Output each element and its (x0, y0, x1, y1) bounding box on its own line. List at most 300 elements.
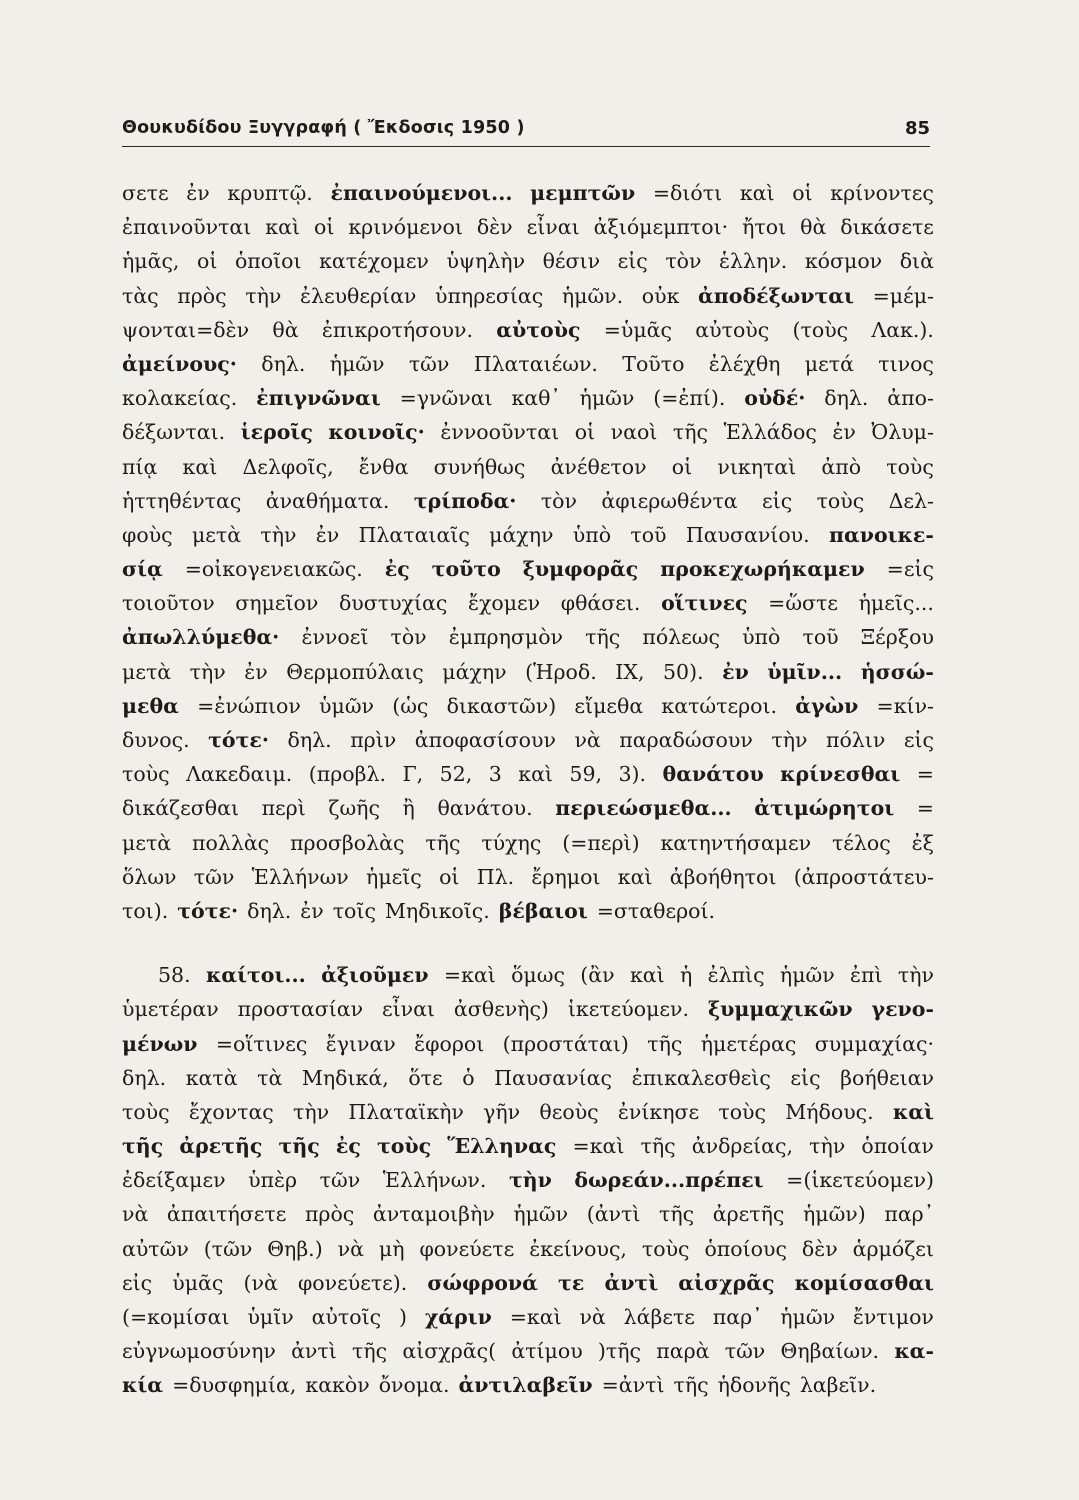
gloss-word: θὰ (272, 317, 299, 342)
gloss-word: ἀρετῆς (712, 1202, 785, 1227)
gloss-word: ἀποφασίσουν (414, 728, 556, 752)
gloss-word: ἡδονῆς (717, 1373, 791, 1398)
gloss-word: εἰς (903, 728, 934, 752)
gloss-word: ἀντὶ (291, 1339, 337, 1364)
gloss-word: προστασίαν (237, 997, 364, 1022)
gloss-word: δικαστῶν) (446, 693, 557, 718)
gloss-word: μετὰ (122, 830, 172, 855)
gloss-word: τῆς (425, 830, 461, 855)
gloss-word: ΙΧ, (615, 659, 645, 684)
lemma-word: οὐδέ· (744, 386, 806, 411)
gloss-word: καὶ (629, 963, 665, 988)
text-line (122, 1368, 934, 1402)
gloss-word: Θερμοπύλαις (286, 659, 424, 684)
gloss-word: ὑπὸ (572, 522, 612, 547)
gloss-word: τὰς (122, 283, 159, 308)
gloss-word: Ἑλλάδος (723, 420, 817, 445)
gloss-word: (ὡς (392, 693, 429, 718)
gloss-word: τὴν (897, 963, 934, 988)
gloss-word: τοῦ (802, 625, 839, 650)
running-title: Θουκυδίδου Ξυγγραφή ( Ἔκδοσις 1950 ) (122, 118, 525, 138)
lemma-word: μεμπτῶν (530, 181, 636, 205)
text-line (122, 757, 934, 791)
text-line (122, 552, 934, 586)
gloss-word: παρὰ (656, 1339, 710, 1364)
text-line (122, 381, 934, 415)
lemma-word: καίτοι... (205, 963, 306, 988)
gloss-word: θὰ (800, 215, 827, 240)
lemma-word: ἀντὶ (604, 1270, 659, 1295)
gloss-word: κρυπτῷ. (227, 181, 313, 205)
lemma-word: ἀρετῆς (179, 1134, 263, 1159)
lemma-word: κοινοῖς· (328, 420, 425, 445)
gloss-word: καὶ (182, 454, 218, 479)
text-line (122, 484, 934, 518)
gloss-word: φονεύετε). (297, 1270, 408, 1295)
gloss-word: Ἑλλήνων. (382, 1168, 487, 1193)
gloss-word: αὐτῶν (122, 1236, 189, 1261)
gloss-word: εἰς (617, 249, 648, 274)
gloss-word: ἡμᾶς, (122, 249, 180, 274)
gloss-word: φονεύετε (419, 1236, 515, 1261)
gloss-word: (τῶν (203, 1236, 253, 1261)
gloss-word: φοὺς (122, 522, 173, 547)
gloss-word: Πλ. (476, 864, 515, 889)
lemma-word: ἐν (722, 659, 749, 684)
gloss-word: δυστυχίας (338, 591, 448, 616)
gloss-word: κρινόμενοι (348, 215, 463, 240)
gloss-word: πίᾳ (122, 454, 158, 479)
gloss-word: (τοὺς (792, 317, 849, 342)
gloss-word: δέξωνται. (122, 420, 226, 445)
gloss-word: ἔχοντας (188, 1099, 274, 1124)
gloss-word: ἡμεῖς (366, 864, 422, 889)
gloss-word: Παυσανίας (494, 1065, 612, 1090)
gloss-word: ἔρημοι (531, 864, 601, 889)
gloss-word: πόλεως (642, 625, 720, 650)
gloss-word: τὸν (390, 625, 427, 650)
gloss-word: 59, (569, 762, 603, 787)
gloss-word: κακὸν (305, 1373, 370, 1398)
lemma-word: προκεχωρήκαμεν (660, 557, 865, 582)
gloss-word: οἱ (313, 215, 335, 240)
gloss-word: ἡμῶν. (561, 283, 624, 308)
lemma-word: ἀτιμώρητοι (754, 796, 895, 821)
gloss-word: τῆς (659, 1202, 695, 1227)
gloss-word: δηλ. (261, 351, 306, 376)
gloss-word: εἴμεθα (574, 693, 644, 718)
lemma-word: ἐπαινούμενοι... (330, 181, 513, 205)
gloss-word: τύχης (481, 830, 542, 855)
gloss-word: Θηβαίων. (780, 1339, 880, 1364)
text-line (122, 894, 934, 928)
gloss-word: νὰ (574, 728, 601, 752)
gloss-word: ἀνδρείας, (691, 1134, 793, 1159)
text-line (122, 1027, 934, 1061)
gloss-word: (νὰ (243, 1270, 278, 1295)
lemma-word: τῆς (278, 1134, 320, 1159)
gloss-word: ὁποῖοι (234, 249, 302, 274)
gloss-word: λαβεῖν. (799, 1373, 877, 1398)
text-line (122, 1232, 934, 1266)
gloss-word: τῆς (673, 1373, 709, 1398)
gloss-word: τινος (878, 351, 934, 376)
lemma-word: περιεώσμεθα... (555, 796, 732, 821)
gloss-word: πρὸς (177, 283, 227, 308)
gloss-word: συμμαχίας· (814, 1031, 934, 1056)
gloss-word: μετά (804, 351, 854, 376)
gloss-word: ἀπὸ (821, 454, 862, 479)
gloss-word: ἐλευθερίαν (299, 283, 417, 308)
lemma-word: αὐτοὺς (496, 317, 581, 342)
text-line (122, 586, 934, 620)
gloss-word: ἐννοοῦνται (440, 420, 560, 445)
gloss-word: αὐτοῖς (311, 1305, 382, 1329)
gloss-word: εἶναι (381, 997, 435, 1022)
gloss-word: ἡ (679, 963, 693, 988)
gloss-word: =εἰς (886, 557, 934, 582)
gloss-word: παρ᾽ (884, 1202, 934, 1227)
gloss-word: ἔγιναν (325, 1031, 396, 1056)
gloss-word: (ἀπροστάτευ- (793, 864, 934, 889)
gloss-word: πρὸς (304, 1202, 355, 1227)
gloss-word: ἐν (186, 181, 210, 205)
gloss-word: ἐν (244, 659, 268, 684)
page-header (122, 116, 930, 147)
lemma-word: βέβαιοι (498, 898, 588, 923)
gloss-word: ἔνθα (358, 454, 409, 479)
text-line (122, 1163, 934, 1197)
lemma-word: τότε· (177, 898, 239, 923)
gloss-word: ἐν (315, 522, 340, 547)
gloss-word: τῆς (352, 1339, 388, 1364)
gloss-word: ἁρμόζει (852, 1236, 934, 1261)
lemma-word: τοῦτο (431, 557, 501, 582)
gloss-word: ὁποίαν (861, 1134, 934, 1159)
gloss-word: τοῦ (630, 522, 667, 547)
lemma-word: πανοικε- (828, 522, 934, 547)
gloss-word: =οἰκογενειακῶς. (184, 557, 363, 582)
gloss-word: συνήθως (433, 454, 526, 479)
gloss-word: μετὰ (122, 659, 172, 684)
gloss-word: ὑμῶν (319, 693, 374, 718)
gloss-word: Πλαταιέων. (473, 351, 598, 376)
text-line (122, 655, 934, 689)
gloss-word: Ξέρξου (860, 625, 934, 650)
lemma-word: ἀντιλαβεῖν (458, 1373, 593, 1398)
text-line (122, 723, 934, 757)
gloss-word: Πλαταιαῖς (358, 522, 470, 547)
lemma-word: τοὺς (376, 1134, 432, 1159)
gloss-word: =ἐνώπιον (197, 693, 301, 718)
gloss-word: ὁ (462, 1065, 475, 1090)
gloss-word: ὄνομα. (378, 1373, 450, 1398)
lemma-word: ἀμείνους· (122, 351, 237, 376)
gloss-word: ὑμῖν (247, 1305, 294, 1329)
text-line (122, 347, 934, 381)
gloss-word: μετὰ (191, 522, 242, 547)
gloss-word: = (916, 796, 934, 821)
gloss-word: μὴ (378, 1236, 405, 1261)
lemma-word: τε (558, 1270, 585, 1295)
gloss-word: )τῆς (597, 1339, 642, 1364)
gloss-word: =κίν- (876, 693, 934, 718)
gloss-word: καὶ (265, 215, 300, 240)
gloss-word: =ὥστε (768, 591, 839, 616)
gloss-word: δηλ. (287, 728, 332, 752)
gloss-word: δικάσετε (840, 215, 934, 240)
gloss-word: =οἵτινες (215, 1031, 308, 1056)
gloss-word: =σταθεροί. (596, 898, 716, 923)
gloss-word: 3). (618, 762, 647, 787)
gloss-word: ἐπικροτήσουν. (321, 317, 473, 342)
gloss-word: ἀβοήθητοι (669, 864, 777, 889)
lemma-word: θανάτου (662, 762, 764, 787)
gloss-word: (=περὶ) (562, 830, 640, 855)
gloss-word: τῶν (408, 351, 450, 376)
lemma-word: μεθα (122, 693, 179, 718)
lemma-word: σώφρονά (427, 1270, 538, 1295)
lemma-word: μένων (122, 1031, 198, 1056)
gloss-word: ψονται=δὲν (122, 317, 250, 342)
gloss-word: ἐμπρησμὸν (448, 625, 564, 650)
lemma-word: κία (122, 1373, 164, 1398)
gloss-word: ἐλπὶς (707, 963, 765, 988)
lemma-word: κρίνεσθαι (780, 762, 901, 787)
gloss-word: ἡμῶν (780, 1305, 836, 1329)
gloss-word: ὑπηρεσίας (435, 283, 544, 308)
gloss-word: 52, (439, 762, 473, 787)
gloss-word: (=ἐπί). (653, 386, 726, 411)
gloss-word: τῶν (724, 1339, 766, 1364)
gloss-word: κατέχομεν (319, 249, 429, 274)
gloss-word: σετε (122, 181, 169, 205)
gloss-word: τὰ (257, 1065, 283, 1090)
gloss-word: κολακείας. (122, 386, 238, 411)
lemma-word: χάριν (424, 1305, 492, 1329)
gloss-word: Λακ.). (871, 317, 934, 342)
gloss-word: (ἂν (580, 963, 615, 988)
lemma-word: τρίποδα· (413, 488, 517, 513)
gloss-word: τοὺς (816, 488, 865, 513)
gloss-word: αὐτοὺς (695, 317, 770, 342)
lemma-word: οἵτινες (661, 591, 748, 616)
gloss-word: περὶ (261, 796, 306, 821)
gloss-word: ἐλέχθη (708, 351, 781, 376)
gloss-word: νὰ (579, 1305, 606, 1329)
gloss-word: Πλαταϊκὴν (348, 1099, 464, 1124)
gloss-word: τοὺς (122, 1099, 170, 1124)
gloss-word: ἱκετεύομεν. (567, 997, 690, 1022)
gloss-word: Λακεδαιμ. (186, 762, 293, 787)
lemma-word: αἰσχρᾶς (678, 1270, 775, 1295)
page-number: 85 (904, 118, 930, 139)
gloss-word: δικάζεσθαι (122, 796, 239, 821)
gloss-word: τὴν (771, 728, 808, 752)
gloss-word: (Ἡροδ. (525, 659, 597, 684)
gloss-word: ναοὶ (610, 420, 658, 445)
text-line (122, 313, 934, 347)
gloss-word: ἡμῶν (513, 1202, 569, 1227)
gloss-word: εἰς (762, 488, 793, 513)
gloss-word: ἀναθήματα. (265, 488, 390, 513)
gloss-word: τὸν (540, 488, 577, 513)
gloss-word: δυνος. (122, 728, 190, 752)
gloss-word: τῆς (672, 420, 708, 445)
gloss-word: καθ᾽ (511, 386, 561, 411)
lemma-word: ἐς (335, 1134, 361, 1159)
gloss-word: γῆν (483, 1099, 521, 1124)
gloss-word: καὶ (739, 181, 775, 205)
gloss-word: ὑπὸ (742, 625, 781, 650)
gloss-word: ὁποίους (704, 1236, 787, 1261)
lemma-word: ἐς (384, 557, 410, 582)
gloss-word: ἀτίμου (511, 1339, 583, 1364)
gloss-word: ἀφιερωθέντα (601, 488, 738, 513)
paragraph-gap (122, 928, 934, 958)
gloss-word: βοήθειαν (840, 1065, 934, 1090)
gloss-word: ἡμῶν (579, 386, 635, 411)
gloss-word: Μηδικά, (301, 1065, 389, 1090)
gloss-word: ) (398, 1305, 407, 1329)
gloss-word: =διότι (652, 181, 723, 205)
gloss-word: ἐν (832, 420, 856, 445)
gloss-word: ἀπαιτήσετε (166, 1202, 287, 1227)
gloss-word: ἤτοι (742, 215, 787, 240)
gloss-word: τὴν (245, 283, 282, 308)
gloss-word: πόλιν (825, 728, 886, 752)
gloss-word: τοὺς (718, 1099, 766, 1124)
gloss-word: τὴν (809, 1134, 846, 1159)
gloss-word: ζωῆς (328, 796, 380, 821)
gloss-word: ἀσθενὴς) (453, 997, 549, 1022)
gloss-word: κατὰ (185, 1065, 238, 1090)
lemma-word: ἐπιγνῶναι (256, 386, 381, 411)
gloss-word: τοὺς (641, 1236, 690, 1261)
lemma-word: ἀγὼν (795, 693, 859, 718)
gloss-word: ἐπὶ (850, 963, 883, 988)
gloss-word: ἐπικαλεσθεὶς (631, 1065, 771, 1090)
lemma-word: δωρεάν...πρέπει (574, 1168, 764, 1193)
gloss-word: τοι). (122, 898, 169, 923)
gloss-word: 58. (158, 963, 191, 988)
gloss-word: κόσμον (804, 249, 883, 274)
gloss-word: Ἑλλήνων (251, 864, 349, 889)
text-line (122, 1095, 934, 1129)
text-line (122, 1061, 934, 1095)
lemma-word: σίᾳ (122, 557, 163, 582)
gloss-word: Δελφοῖς, (242, 454, 334, 479)
gloss-word: κατώτεροι. (661, 693, 778, 718)
text-line (122, 450, 934, 484)
gloss-word: Θηβ.) (267, 1236, 323, 1261)
gloss-word: οἱ (439, 864, 460, 889)
gloss-word: καὶ (617, 864, 653, 889)
gloss-word: Δελ- (888, 488, 934, 513)
gloss-word: πρὶν (350, 728, 397, 752)
gloss-word: δὲν (801, 1236, 838, 1261)
gloss-word: εἰς (122, 1270, 153, 1295)
gloss-word: θέσιν (542, 249, 601, 274)
lemma-word: ἱεροῖς (240, 420, 313, 445)
gloss-word: =γνῶναι (399, 386, 493, 411)
lemma-word: ξυμμαχικῶν (707, 997, 853, 1022)
gloss-word: ἀνταμοιβὴν (372, 1202, 495, 1227)
gloss-word: ἐνίκησε (617, 1099, 700, 1124)
gloss-word: ἡμῶν (329, 351, 385, 376)
gloss-word: κατηντήσαμεν (660, 830, 812, 855)
gloss-word: ἡμετέρας (700, 1031, 797, 1056)
gloss-word: εἶναι (526, 215, 580, 240)
lemma-word: τῆς (122, 1134, 164, 1159)
gloss-word: δηλ. (247, 898, 292, 923)
gloss-word: τὴν (189, 659, 226, 684)
gloss-word: ὑψηλὴν (446, 249, 526, 274)
gloss-word: φθάσει. (560, 591, 641, 616)
gloss-word: ἐκείνους, (529, 1236, 627, 1261)
gloss-word: προσβολὰς (290, 830, 405, 855)
gloss-word: οὐκ (641, 283, 680, 308)
gloss-word: ὑμετέραν (122, 997, 219, 1022)
text-line (122, 244, 934, 278)
gloss-word: ἑλλην. (719, 249, 788, 274)
gloss-word: νικηταὶ (717, 454, 797, 479)
gloss-word: διὰ (899, 249, 934, 274)
text-line (122, 992, 934, 1026)
text-line (122, 958, 934, 992)
gloss-word: Παυσανίου. (685, 522, 810, 547)
lemma-word: Ἕλληνας (447, 1134, 557, 1159)
gloss-word: ἡττηθέντας (122, 488, 242, 513)
gloss-word: =δυσφημία, (172, 1373, 297, 1398)
gloss-word: εἰς (790, 1065, 821, 1090)
text-line (122, 1300, 934, 1334)
lemma-word: κομίσασθαι (794, 1270, 934, 1295)
gloss-word: οἱ (792, 181, 813, 205)
text-line (122, 1334, 934, 1368)
gloss-word: καὶ (518, 762, 553, 787)
gloss-word: ὑπὲρ (248, 1168, 298, 1193)
gloss-word: (=κομίσαι (122, 1305, 230, 1329)
gloss-word: εὐγνωμοσύνην (122, 1339, 276, 1364)
gloss-word: (προστάται) (502, 1031, 629, 1056)
gloss-word: Μηδικοῖς. (384, 898, 490, 923)
text-line (122, 791, 934, 825)
gloss-word: ἡμῶν) (802, 1202, 866, 1227)
lemma-word: ἀπωλλύμεθα· (122, 625, 280, 650)
commentary-text (122, 176, 934, 1403)
gloss-word: ὅτε (408, 1065, 443, 1090)
gloss-word: οἱ (197, 249, 218, 274)
gloss-word: Μήδους. (785, 1099, 874, 1124)
gloss-word: ἐξ (911, 830, 934, 855)
gloss-word: τῶν (319, 1168, 361, 1193)
text-line (122, 620, 934, 654)
gloss-word: τὴν (260, 522, 297, 547)
gloss-word: παραδώσουν (619, 728, 753, 752)
gloss-word: κρίνοντες (830, 181, 934, 205)
gloss-word: δὲν (476, 215, 513, 240)
lemma-word: ἀξιοῦμεν (321, 963, 429, 988)
gloss-word: ἐπαινοῦνται (122, 215, 252, 240)
text-line (122, 826, 934, 860)
gloss-word: τοιοῦτον (122, 591, 215, 616)
gloss-word: τῶν (193, 864, 235, 889)
gloss-word: ἐν (300, 898, 324, 923)
lemma-word: ὑμῖν... (767, 659, 843, 684)
lemma-word: ἀποδέξωνται (698, 283, 854, 308)
gloss-word: μάχην (442, 659, 507, 684)
